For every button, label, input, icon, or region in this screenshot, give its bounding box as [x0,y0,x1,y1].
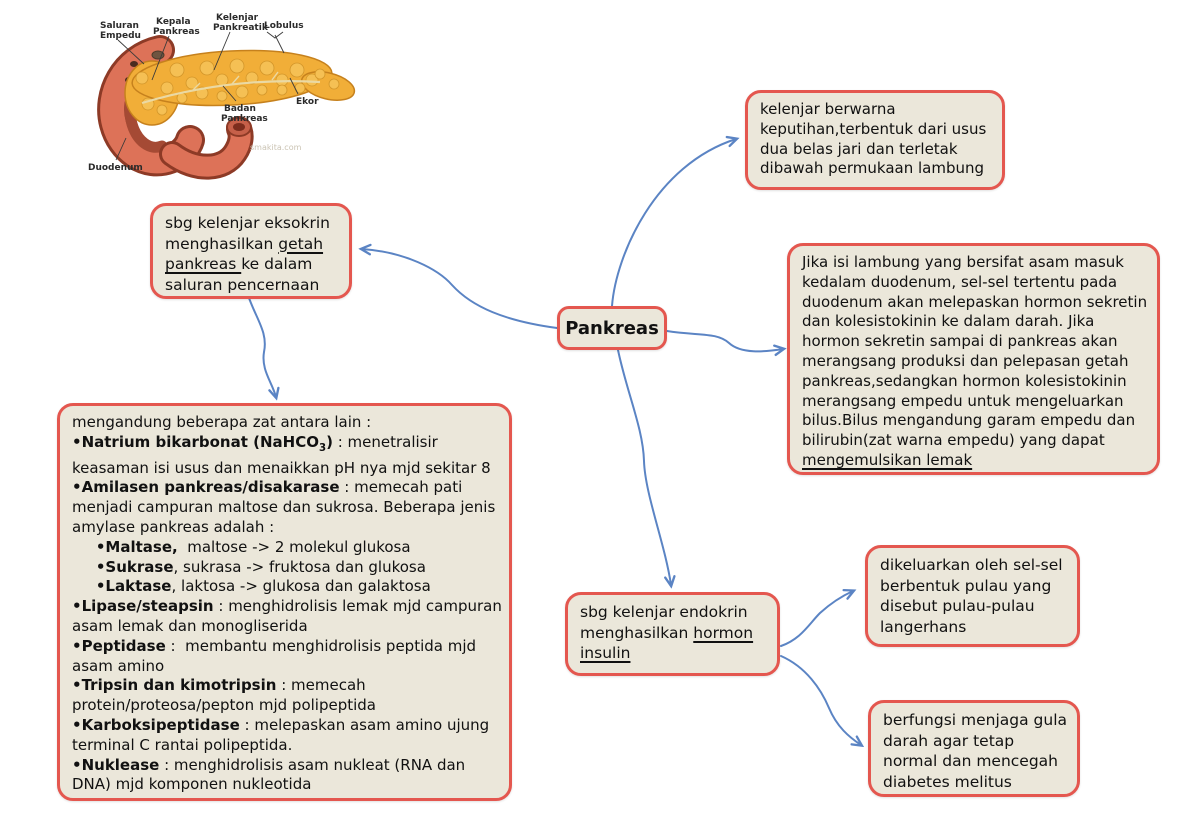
text-line: dan kolesistokinin ke dalam darah. Jika [802,312,1095,331]
label-duodenum: Duodenum [88,163,143,173]
text-line: dikeluarkan oleh sel-sel [880,556,1063,574]
svg-text:Pankreatik: Pankreatik [213,23,268,33]
text-line: normal dan mencegah [883,752,1059,770]
text-line: Jika isi lambung yang bersifat asam masuk [802,253,1124,271]
box-kelenjar-berwarna [745,90,1005,190]
text-line: saluran pencernaan [165,275,320,294]
text-line: berbentuk pulau yang [880,576,1052,595]
text-line: bilus.Bilus mengandung garam empedu dan [802,411,1136,430]
arrow-endokrin-to-guladarah [781,656,861,745]
watermark: smakita.com [250,143,302,152]
text-line: asam lemak dan monogliserida [72,616,308,635]
text-line: menghasilkan getah [165,234,324,253]
bile-duct-nub [152,51,164,59]
arrow-eksokrin-to-zatlist [249,298,276,397]
arrow-pankreas-to-sekretin [667,331,783,351]
text-line: darah agar tetap [883,731,1015,750]
text-line: •Tripsin dan kimotripsin : memecah [72,676,366,695]
text-line: merangsang empedu untuk mengeluarkan [802,391,1124,410]
label-saluran-empedu: Saluran [100,21,139,31]
text-line: disebut pulau-pulau [880,597,1035,615]
text-line: DNA) mjd komponen nukleotida [72,775,312,794]
arrow-pankreas-to-eksokrin [362,249,557,328]
text-line: mengemulsikan lemak [802,450,973,469]
text-line: sbg kelenjar eksokrin [165,214,330,232]
text-line: duodenum akan melepaskan hormon sekretin [802,292,1148,311]
text-line: •Peptidase : membantu menghidrolisis peptida mjd [72,636,477,655]
text-line: pankreas ke dalam [165,255,313,273]
text-line: •Amilasen pankreas/disakarase : memecah pati [72,478,463,497]
text-line: •Laktase, laktosa -> glukosa dan galaktosa [95,577,431,596]
node-pankreas-label: Pankreas [565,317,659,339]
text-line: •Maltase, maltose -> 2 molekul glukosa [95,537,411,556]
text-line: langerhans [880,617,967,636]
arrow-endokrin-to-langerhans [781,591,853,646]
text-line: protein/proteosa/pepton mjd polipeptida [72,696,376,715]
text-line: kedalam duodenum, sel-sel tertentu pada [802,272,1118,291]
text-line: dua belas jari dan terletak [760,139,958,158]
box-gula-darah [868,700,1080,797]
box-zat-list [57,403,512,801]
text-line: •Lipase/steapsin : menghidrolisis lemak mjd campuran [72,597,502,616]
text-line: •Natrium bikarbonat (NaHCO$_3$) : menetralisir [72,432,438,454]
text-line: kelenjar berwarna [760,100,896,118]
text-line: berfungsi menjaga gula [883,711,1067,729]
box-endokrin [565,592,780,676]
svg-text:Pankreas: Pankreas [153,27,200,37]
text-line: merangsang produksi dan pelepasan getah [802,351,1129,370]
box-eksokrin [150,203,352,299]
text-line: amylase pankreas adalah : [72,517,275,536]
text-line: keputihan,terbentuk dari usus [760,119,987,138]
arrow-pankreas-to-topright [612,139,736,306]
text-line: bilirubin(zat warna empedu) yang dapat [802,431,1105,450]
text-line: menghasilkan hormon [580,623,754,642]
text-line: terminal C rantai polipeptida. [72,735,293,754]
text-line: •Karboksipeptidase : melepaskan asam amino ujung [72,715,490,734]
text-line: dibawah permukaan lambung [760,159,985,178]
label-badan-pankreas: Badan [224,104,256,114]
pancreas-anatomy-illustration [72,8,402,193]
text-line: pankreas,sedangkan hormon kolesistokinin [802,371,1127,390]
arrow-pankreas-to-endokrin [618,350,671,585]
text-line: keasaman isi usus dan menaikkan pH nya mjd sekitar 8 [72,458,491,477]
label-ekor: Ekor [296,97,319,107]
text-line: diabetes melitus [883,772,1012,791]
text-line: mengandung beberapa zat antara lain : [72,413,372,431]
text-line: hormon sekretin sampai di pankreas akan [802,332,1118,351]
label-kelenjar-pankreatik: Kelenjar [216,13,259,23]
text-line: menjadi campuran maltose dan sukrosa. Beberapa jenis [72,498,496,517]
box-sekretin-kolesistokinin [787,243,1160,475]
text-line: •Sukrase, sukrasa -> fruktosa dan glukosa [95,557,426,576]
text-line: insulin [580,644,631,662]
svg-text:Empedu: Empedu [100,31,141,41]
box-pulau-langerhans [865,545,1080,647]
node-pankreas [557,306,667,350]
text-line: asam amino [72,656,165,675]
label-kepala-pankreas: Kepala [156,17,191,27]
text-line: •Nuklease : menghidrolisis asam nukleat (RNA dan [72,755,466,774]
label-lobulus: Lobulus [264,21,304,31]
svg-text:Pankreas: Pankreas [221,114,268,124]
text-line: sbg kelenjar endokrin [580,603,748,621]
